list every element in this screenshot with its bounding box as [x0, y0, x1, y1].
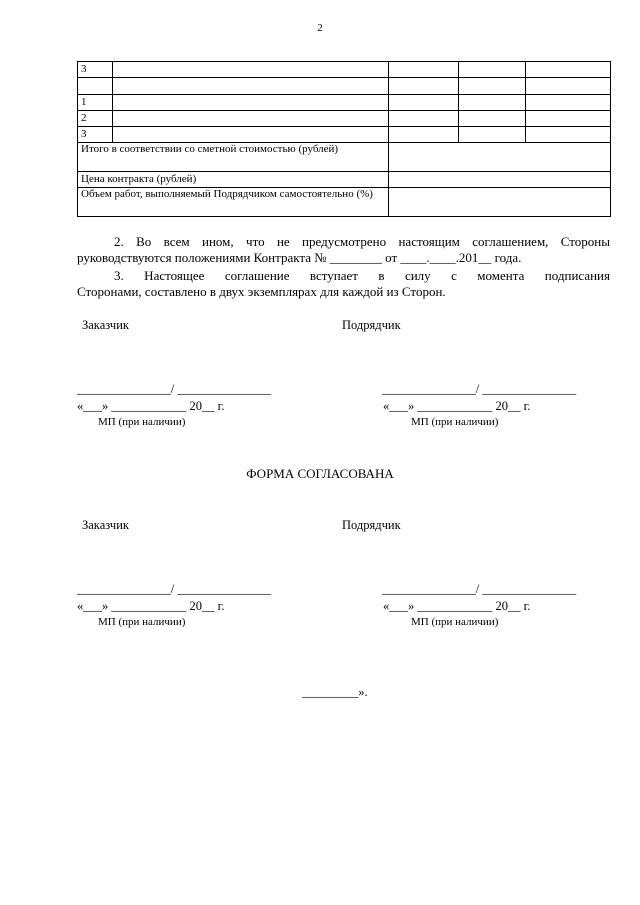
table-row	[78, 127, 611, 143]
customer-label: Заказчик	[82, 318, 129, 332]
agreed-title: ФОРМА СОГЛАСОВАНА	[246, 466, 394, 481]
row-number	[78, 78, 113, 95]
estimate-table	[77, 61, 611, 217]
table-row	[78, 188, 611, 217]
contractor-stamp: МП (при наличии)	[411, 416, 499, 428]
contractor-date-line: «___» ____________ 20__ г.	[383, 599, 531, 613]
summary-label: Цена контракта (рублей)	[78, 172, 389, 188]
customer-date-line: «___» ____________ 20__ г.	[77, 599, 225, 613]
summary-value	[389, 172, 611, 188]
contractor-signature-line: _______________/ _______________	[382, 382, 577, 396]
table-row	[78, 62, 611, 78]
contractor-label: Подрядчик	[342, 518, 401, 532]
row-number: 3	[78, 127, 113, 143]
customer-label: Заказчик	[82, 518, 129, 532]
summary-label: Итого в соответствии со сметной стоимостью (рублей)	[78, 143, 389, 172]
table-row	[78, 143, 611, 172]
summary-value	[389, 143, 611, 172]
customer-date-line: «___» ____________ 20__ г.	[77, 399, 225, 413]
paragraph-3-line-2: Сторонами, составлено в двух экземплярах для каждой из Сторон.	[77, 284, 446, 299]
row-number: 3	[78, 62, 113, 78]
customer-stamp: МП (при наличии)	[98, 616, 186, 628]
row-number: 1	[78, 95, 113, 111]
contractor-label: Подрядчик	[342, 318, 401, 332]
paragraph-2-line-2: руководствуются положениями Контракта № ________ от ____.____.201__ года.	[77, 250, 522, 265]
contractor-date-line: «___» ____________ 20__ г.	[383, 399, 531, 413]
contractor-stamp: МП (при наличии)	[411, 616, 499, 628]
paragraph-3-line-1: 3. Настоящее соглашение вступает в силу с момента подписания	[114, 268, 610, 283]
table-row	[78, 172, 611, 188]
table-row	[78, 78, 611, 95]
row-number: 2	[78, 111, 113, 127]
table-row	[78, 111, 611, 127]
table-row	[78, 95, 611, 111]
customer-stamp: МП (при наличии)	[98, 416, 186, 428]
paragraph-2-line-1: 2. Во всем ином, что не предусмотрено настоящим соглашением, Стороны	[114, 234, 610, 249]
closing-line: _________».	[302, 685, 368, 699]
customer-signature-line: _______________/ _______________	[77, 382, 272, 396]
customer-signature-line: _______________/ _______________	[77, 582, 272, 596]
page-number: 2	[317, 22, 323, 34]
summary-label: Объем работ, выполняемый Подрядчиком самостоятельно (%)	[78, 188, 389, 217]
summary-value	[389, 188, 611, 217]
contractor-signature-line: _______________/ _______________	[382, 582, 577, 596]
